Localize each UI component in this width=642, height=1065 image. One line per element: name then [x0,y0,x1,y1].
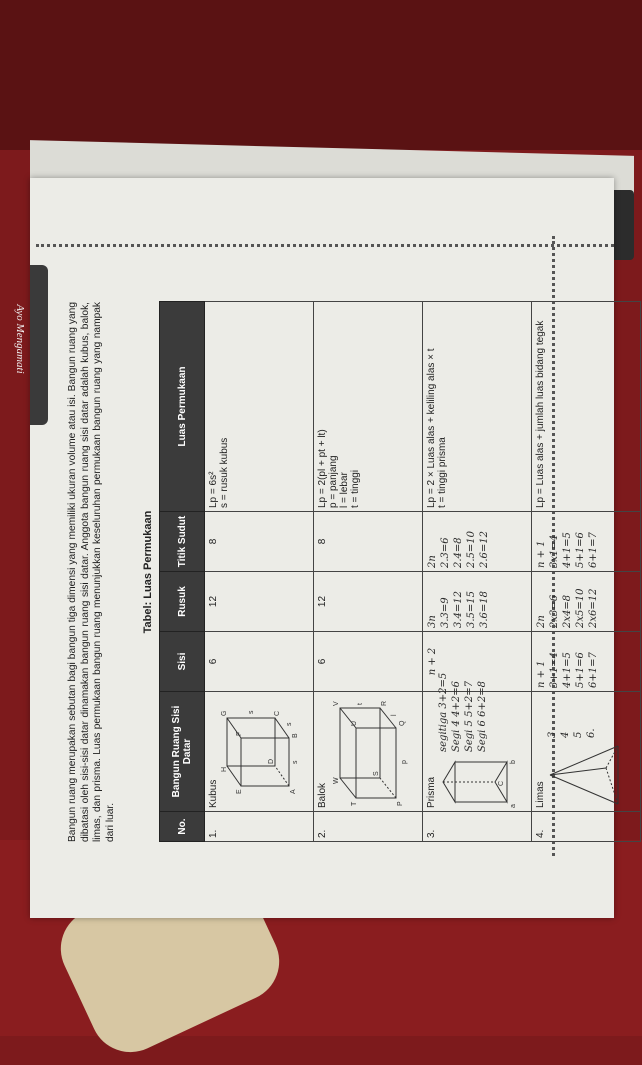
formula-line: Lp = Luas alas + jumlah luas bidang tegak [535,320,546,508]
edge-label: s [248,710,255,714]
vertex-label: R [381,700,388,706]
vertex-label: P [397,801,404,806]
vertex-label: S [373,771,380,776]
handwritten-line: 5+1=6 [575,652,586,688]
rotated-page-content [67,302,612,842]
handwritten-line: segitiga 3+2=5 [438,672,449,752]
luas-cell [314,302,423,512]
cube-figure [219,698,299,808]
shape-cell [314,692,423,812]
vertex-label: C [274,710,281,716]
section-tab [30,265,48,425]
titik-cell [532,512,641,572]
formula-line: Lp = 6s² [208,471,219,508]
table-header-row [160,302,205,842]
vertex-label: a [510,804,517,808]
edge-label: l [391,714,398,716]
sisi-cell: 6 [314,632,423,692]
table-row [314,302,423,842]
handwritten-line: 2n [427,555,438,568]
handwritten-line: n + 1 [536,660,547,688]
handwritten-line: 4+1=5 [562,652,573,688]
vertex-label: b [510,760,517,764]
handwritten-line: 6+1=7 [588,652,599,688]
shape-cell [532,692,641,812]
table-row [532,302,641,842]
luas-cell [423,302,532,512]
formula-line: t = tinggi prisma [437,437,448,508]
rusuk-cell [532,572,641,632]
shape-name: Prisma [426,776,437,808]
rusuk-cell: 12 [205,572,314,632]
header-bangun: Bangun Ruang Sisi Datar [160,692,205,812]
row-no: 4. [532,812,641,842]
handwritten-line: 4 [560,731,571,738]
shape-name: Balok [317,782,328,808]
section-tab-label: Ayo Mengamati [14,304,26,374]
handwritten-line: 2.5=10 [466,530,477,568]
handwritten-notes [437,673,515,752]
prism-figure [437,756,515,808]
vertex-label: D [268,758,275,764]
titik-cell: 8 [314,512,423,572]
handwritten-line: 2n [536,615,547,628]
header-luas-permukaan: Luas Permukaan [160,302,205,512]
handwritten-line: 2.4=8 [453,537,464,568]
handwritten-line: 2x5=10 [575,588,586,628]
shape-cell [423,672,532,812]
formula-line: t = tinggi [350,469,361,508]
vertex-label: U [351,720,358,726]
table-row [205,302,314,842]
vertex-label: F [236,731,243,736]
row-no: 1. [205,812,314,842]
header-rusuk: Rusuk [160,572,205,632]
titik-cell: 8 [205,512,314,572]
formula-line: s = rusuk kubus [219,437,230,508]
handwritten-line: 6. [586,728,597,738]
handwritten-line: 2x6=12 [588,588,599,628]
vertex-label: W [333,777,340,784]
handwritten-line: 4+1=5 [562,532,573,568]
formula-line: Lp = 2(pl + pt + lt) [317,429,328,508]
shape-name: Kubus [208,779,219,808]
handwritten-line: 6+1=7 [588,532,599,568]
handwritten-line: 3 [547,731,558,738]
vertex-label: V [333,701,340,706]
handwritten-line: 5 [573,731,584,738]
vertex-label: Q [399,720,406,726]
intro-paragraph: Bangun ruang merupakan sebutan bagi bangun tiga dimensi yang memiliki ukuran volume atau isi. Bangun ruang yang dibatasi oleh sisi-sisi datar dinamakan bangun ruang sisi datar. Anggota bangun ruang sisi datar adalah kubus, balok, limas, dan prisma. Luas permukaan bangun ruang menunjukkan keseluruhan permukaan bangun ruang yang nampak dari luar. [67,302,116,842]
cuboid-figure [328,698,408,808]
handwritten-line: Segi 6 6+2=8 [477,681,488,752]
vertex-label: A [290,789,297,794]
vertex-label: C [498,780,505,786]
handwritten-notes [546,728,626,738]
luas-cell [532,302,641,512]
row-no: 3. [423,812,532,842]
edge-label: s [286,722,293,726]
formula-line: p = panjang [328,455,339,508]
luas-cell [205,302,314,512]
table-row [423,302,532,842]
edge-label: t [357,703,364,705]
formula-line: Lp = 2 × Luas alas + keliling alas × t [426,348,437,508]
handwritten-line: 2x3=6 [549,594,560,628]
handwritten-line: 3.5=15 [466,590,477,628]
page-binding [36,244,614,247]
pyramid-figure [546,742,626,808]
formula-line: l = lebar [339,472,350,508]
rusuk-cell: 12 [314,572,423,632]
shape-cell [205,692,314,812]
table-title: Tabel: Luas Permukaan [142,510,154,634]
row-no: 2. [314,812,423,842]
sisi-cell: 6 [205,632,314,692]
handwritten-line: 3.4=12 [453,590,464,628]
handwritten-line: 3+1=4 [549,652,560,688]
sisi-cell [532,632,641,692]
handwritten-line: 2.3=6 [440,537,451,568]
handwritten-line: 5+1=6 [575,532,586,568]
header-no: No. [160,812,205,842]
vertex-label: H [221,766,228,772]
handwritten-line: n + 1 [536,540,547,568]
handwritten-line: 3x1=4 [549,534,560,568]
vertex-label: E [236,789,243,794]
shape-name: Limas [535,781,546,808]
header-titik-sudut: Titik Sudut [160,512,205,572]
handwritten-line: 3.6=18 [479,590,490,628]
vertex-label: G [221,710,228,716]
handwritten-line: 3n [427,615,438,628]
handwritten-line: Segi 4 4+2=6 [451,681,462,752]
titik-cell [423,512,532,572]
handwritten-line: 3.3=9 [440,597,451,628]
vertex-label: T [351,801,358,806]
handwritten-line: Segi 5 5+2=7 [464,681,475,752]
handwritten-line: 2x4=8 [562,594,573,628]
header-sisi: Sisi [160,632,205,692]
edge-label: s [292,760,299,764]
handwritten-line: n + 2 [427,647,438,676]
handwritten-line: 2.6=12 [479,530,490,568]
vertex-label: B [292,733,299,738]
background-top [0,0,642,150]
edge-label: p [401,760,408,764]
rusuk-cell [423,572,532,632]
surface-area-table [159,301,641,842]
